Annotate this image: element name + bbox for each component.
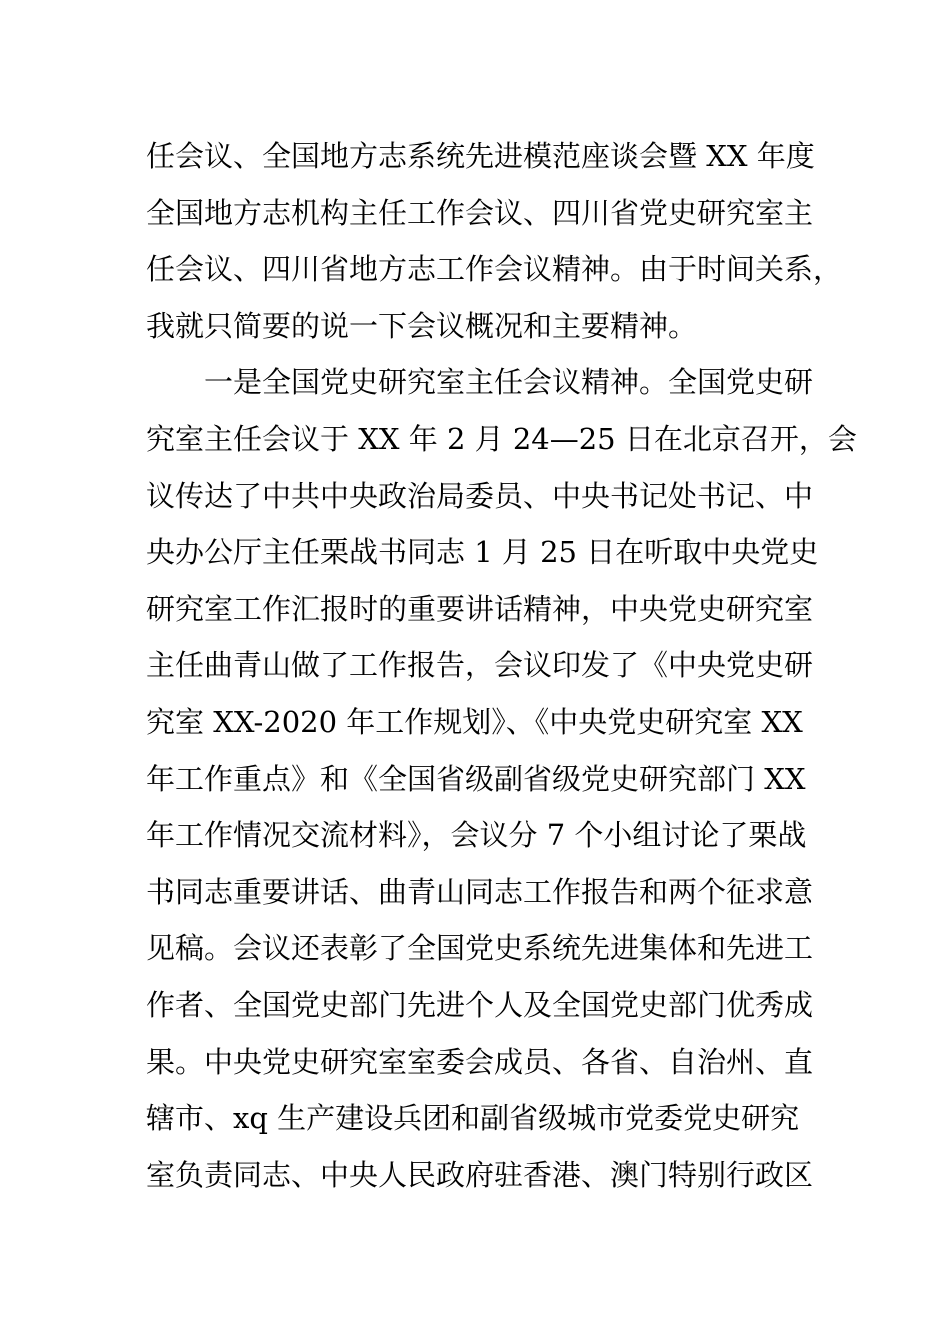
text-line-4: 我就只简要的说一下会议概况和主要精神。 bbox=[146, 308, 698, 343]
text-line-2: 全国地方志机构主任工作会议、四川省党史研究室主 bbox=[146, 195, 814, 230]
text-line-9: 研究室工作汇报时的重要讲话精神，中央党史研究室 bbox=[146, 591, 814, 626]
text-line-5: 一是全国党史研究室主任会议精神。全国党史研 bbox=[146, 365, 814, 400]
text-line-13: 年工作情况交流材料》，会议分 7 个小组讨论了栗战 bbox=[146, 818, 807, 853]
text-line-17: 果。中央党史研究室室委会成员、各省、自治州、直 bbox=[146, 1044, 814, 1079]
text-line-6: 究室主任会议于 XX 年 2 月 24—25 日在北京召开，会 bbox=[146, 421, 857, 456]
text-line-15: 见稿。会议还表彰了全国党史系统先进集体和先进工 bbox=[146, 931, 814, 966]
text-line-16: 作者、全国党史部门先进个人及全国党史部门优秀成 bbox=[146, 987, 814, 1022]
text-line-10: 主任曲青山做了工作报告，会议印发了《中央党史研 bbox=[146, 648, 814, 683]
text-line-12: 年工作重点》和《全国省级副省级党史研究部门 XX bbox=[146, 761, 806, 796]
text-line-8: 央办公厅主任栗战书同志 1 月 25 日在听取中央党史 bbox=[146, 535, 819, 570]
text-line-19: 室负责同志、中央人民政府驻香港、澳门特别行政区 bbox=[146, 1157, 814, 1192]
text-line-18: 辖市、xq 生产建设兵团和副省级城市党委党史研究 bbox=[146, 1101, 800, 1136]
text-line-1: 任会议、全国地方志系统先进模范座谈会暨 XX 年度 bbox=[146, 139, 815, 173]
document-body bbox=[146, 128, 857, 1203]
text-line-7: 议传达了中共中央政治局委员、中央书记处书记、中 bbox=[146, 478, 814, 513]
text-line-11: 究室 XX-2020 年工作规划》、《中央党史研究室 XX bbox=[146, 704, 803, 739]
text-line-14: 书同志重要讲话、曲青山同志工作报告和两个征求意 bbox=[146, 874, 814, 909]
text-line-3: 任会议、四川省地方志工作会议精神。由于时间关系， bbox=[146, 252, 843, 287]
